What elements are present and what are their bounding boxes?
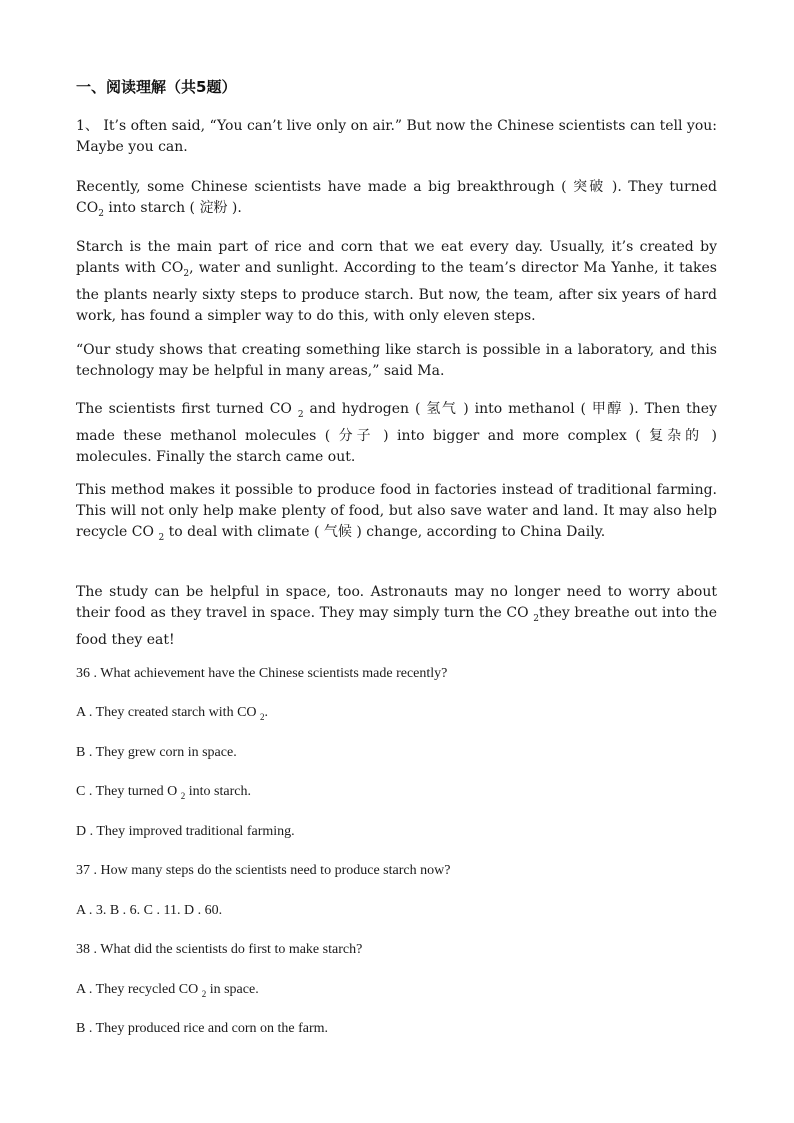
question-37-options: A . 3. B . 6. C . 11. D . 60. bbox=[76, 903, 223, 918]
passage-paragraph-1: 1、 It’s often said, “You can’t live only on air.” But now the Chinese scientists can tell you: Maybe you can. bbox=[76, 118, 717, 155]
question-38: 38 . What did the scientists do first to make starch? bbox=[76, 942, 363, 957]
option-a-end: . bbox=[264, 705, 269, 720]
passage-paragraph-5 bbox=[76, 399, 717, 468]
subscript-2: 2 bbox=[158, 532, 165, 543]
option-c-text: C . They turned O bbox=[76, 784, 178, 799]
subscript-2: 2 bbox=[201, 988, 207, 999]
question-37: 37 . How many steps do the scientists need to produce starch now? bbox=[76, 863, 451, 878]
paragraph-3-part-1: Starch is the main part of rice and corn that we eat every day. Usually, it’s created by plants with CO bbox=[76, 239, 717, 276]
question-38-option-b: B . They produced rice and corn on the farm. bbox=[76, 1021, 329, 1036]
passage-paragraph-3 bbox=[76, 237, 717, 327]
passage-paragraph-6 bbox=[76, 480, 717, 549]
paragraph-6-part-1: This method makes it possible to produce food in factories instead of traditional farming. This will not only help make plenty of food, but also save water and land. It may also help recycle CO bbox=[76, 482, 717, 540]
paragraph-6-part-2: to deal with climate ( 气候 ) change, according to China Daily. bbox=[168, 524, 606, 540]
subscript-2: 2 bbox=[183, 268, 190, 279]
paragraph-7-part-2: they breathe out into the food they eat! bbox=[76, 605, 718, 648]
question-36-option-d: D . They improved traditional farming. bbox=[76, 824, 295, 839]
paragraph-7-part-1: The study can be helpful in space, too. Astronauts may no longer need to worry about their food as they travel in space. They may simply turn the CO bbox=[76, 584, 717, 621]
section-heading: 一、阅读理解（共5题） bbox=[76, 78, 237, 96]
option-c-end: into starch. bbox=[188, 784, 251, 799]
question-36-option-b: B . They grew corn in space. bbox=[76, 745, 237, 760]
question-36: 36 . What achievement have the Chinese scientists made recently? bbox=[76, 666, 448, 681]
paragraph-2-part-1: Recently, some Chinese scientists have made a big breakthrough ( 突破 ). They turned CO bbox=[76, 179, 717, 216]
passage-paragraph-2 bbox=[76, 177, 717, 225]
question-36-option-c bbox=[76, 781, 251, 807]
subscript-2: 2 bbox=[297, 409, 304, 420]
paragraph-5-part-1: The scientists first turned CO bbox=[76, 401, 292, 417]
passage-paragraph-4: “Our study shows that creating something like starch is possible in a laboratory, and this technology may be helpful in many areas,” said Ma. bbox=[76, 342, 717, 379]
subscript-2: 2 bbox=[98, 208, 104, 219]
question-36-option-a bbox=[76, 702, 268, 728]
question-38-option-a bbox=[76, 979, 259, 1005]
paragraph-5-part-2: and hydrogen ( 氢气 ) into methanol ( 甲醇 ). Then they made these methanol molecules ( 分子 ) into bigger and more complex ( 复杂的 ) molecules. Finally the starch came out. bbox=[76, 401, 718, 465]
paragraph-2-part-2: into starch ( 淀粉 ). bbox=[108, 200, 242, 216]
subscript-2: 2 bbox=[180, 790, 186, 801]
option-a-end: in space. bbox=[209, 982, 259, 997]
subscript-2: 2 bbox=[533, 613, 539, 624]
passage-paragraph-7 bbox=[76, 582, 717, 651]
subscript-2: 2 bbox=[260, 711, 265, 722]
option-a-text: A . They created starch with CO bbox=[76, 705, 257, 720]
paragraph-3-part-2: , water and sunlight. According to the team’s director Ma Yanhe, it takes the plants nearly sixty steps to produce starch. But now, the team, after six years of hard work, has found a simpler way to do this, with only eleven steps. bbox=[76, 260, 717, 324]
option-a-text: A . They recycled CO bbox=[76, 982, 199, 997]
